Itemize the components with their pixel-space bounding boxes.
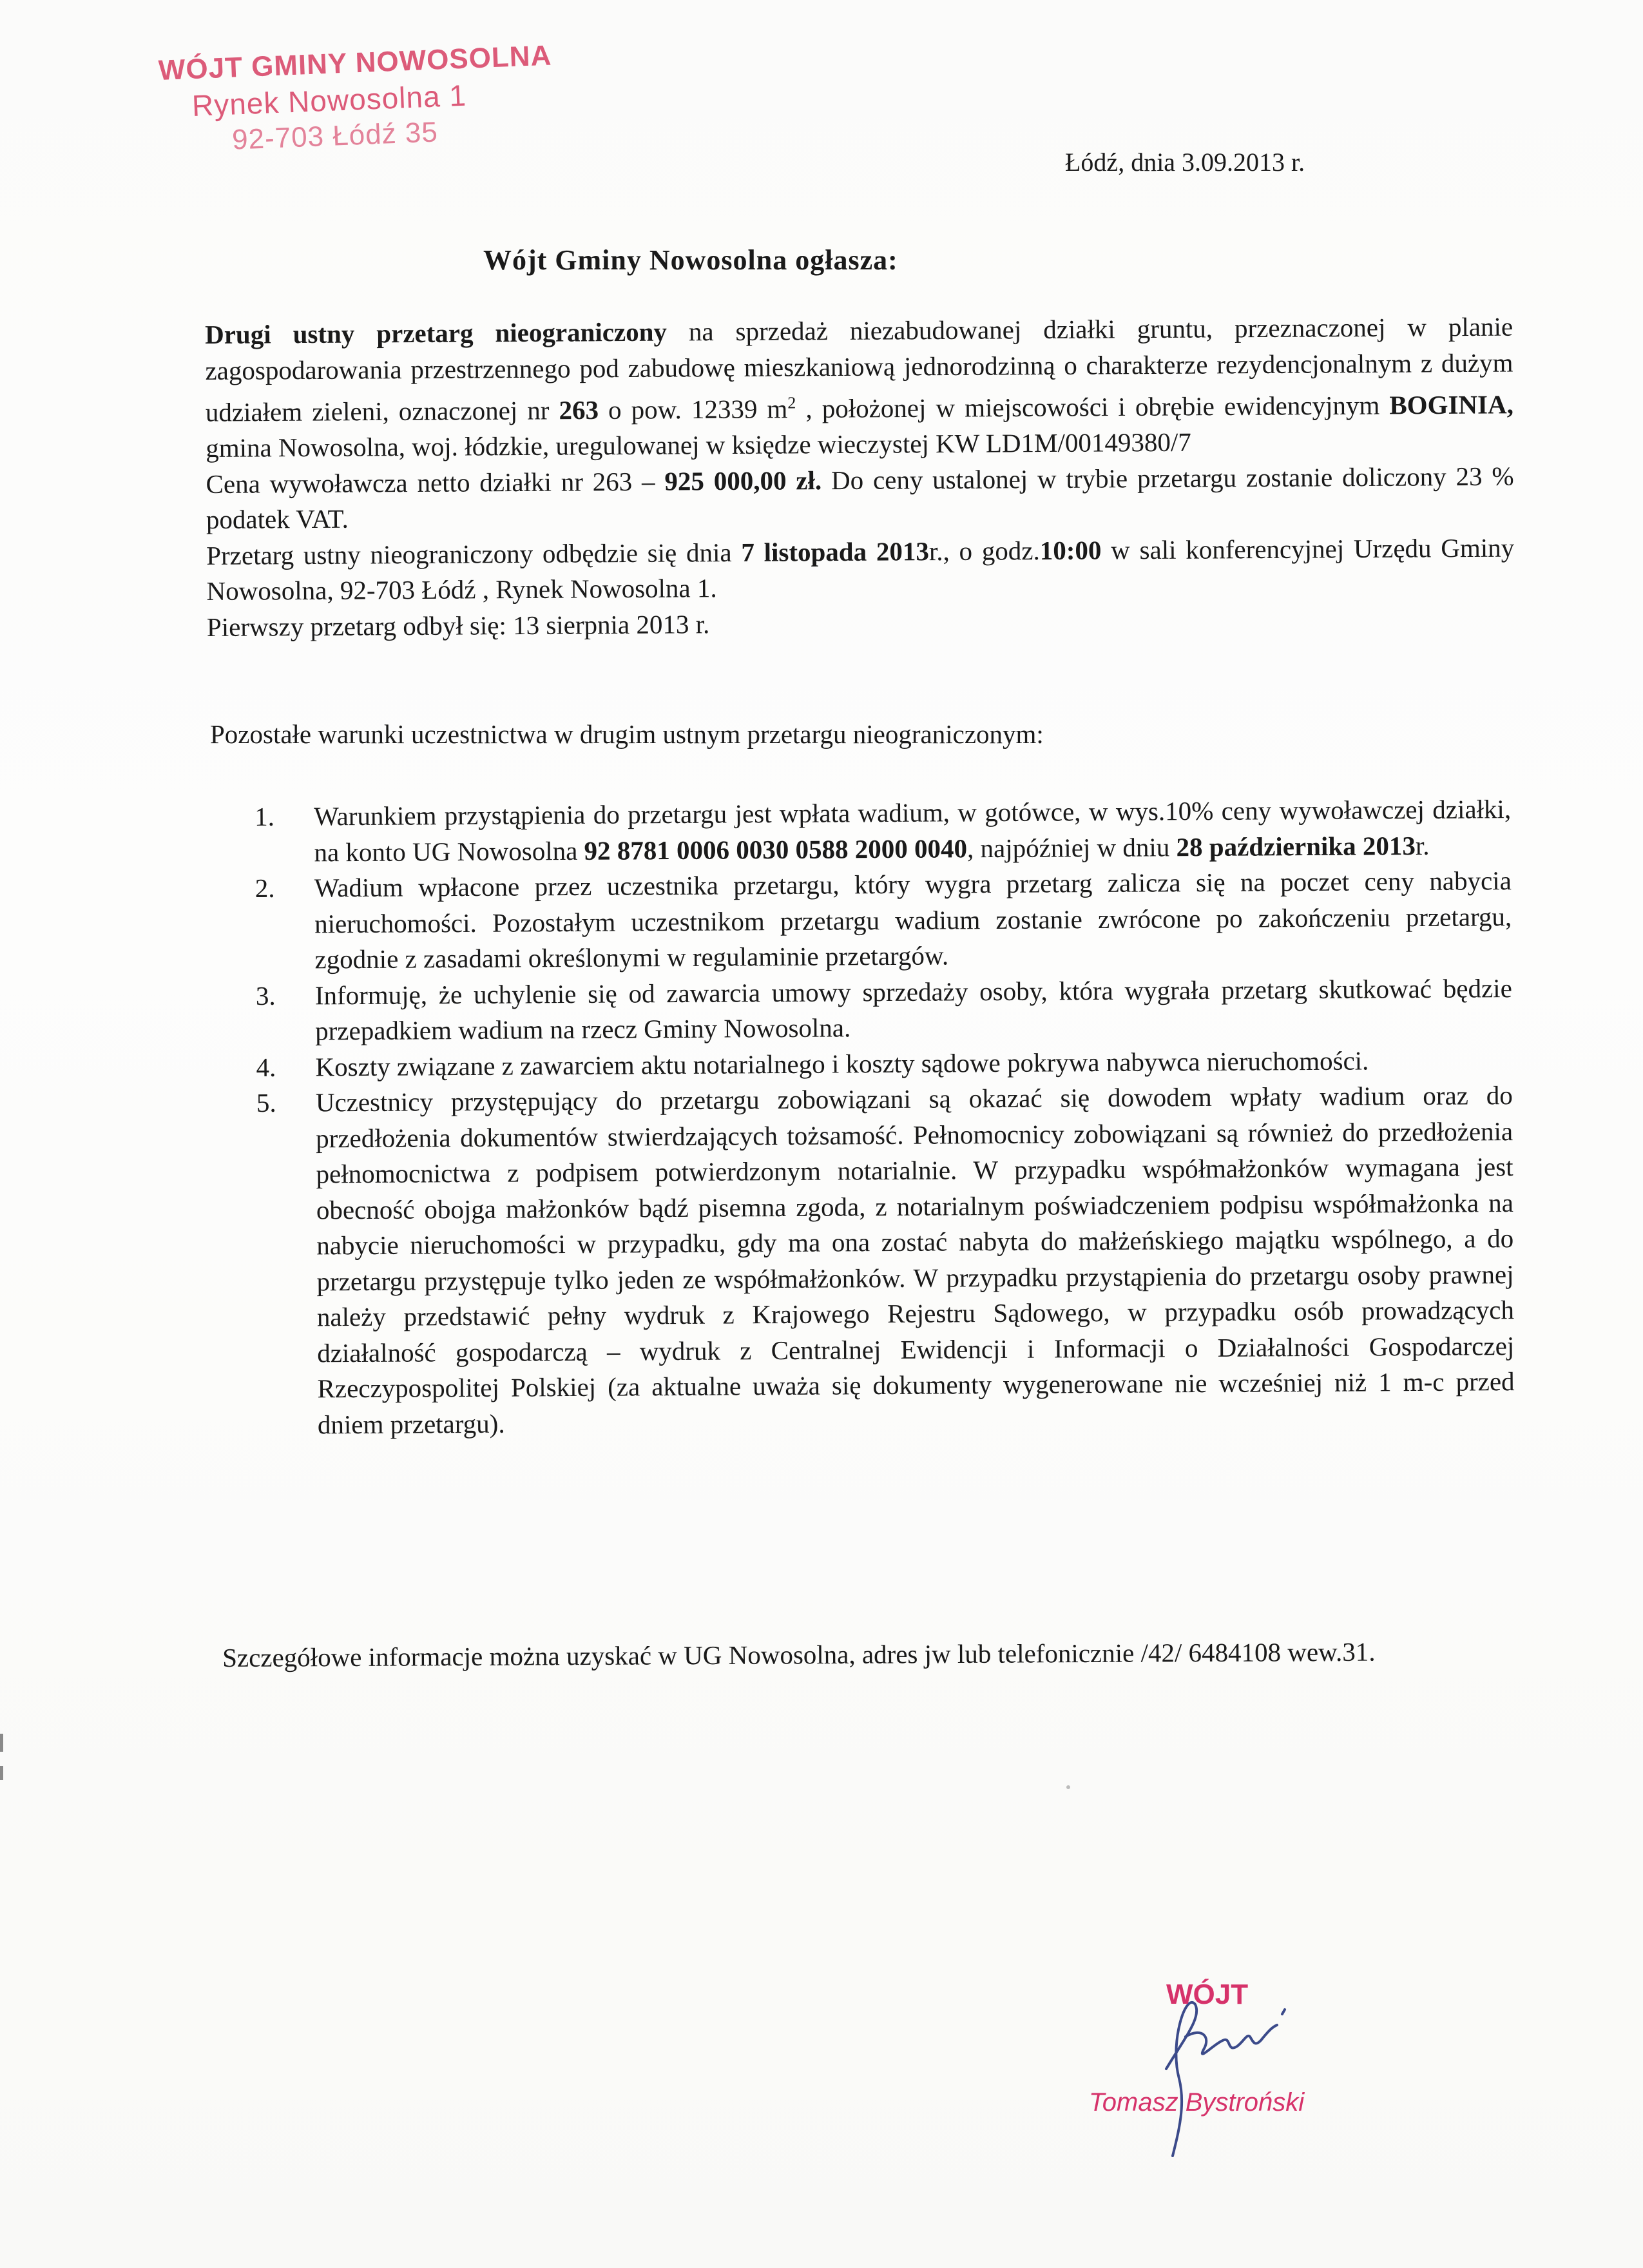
signature-name: Tomasz Bystroński <box>1089 2088 1305 2117</box>
condition-item <box>256 1078 1515 1443</box>
announcement-lead <box>205 309 1513 467</box>
scan-edge-mark <box>0 1734 3 1752</box>
auction-date-label: Przetarg ustny nieograniczony odbędzie się dnia <box>206 537 742 570</box>
price-label: Cena wywoławcza netto działki nr 263 – <box>206 466 665 499</box>
vat-text: Do ceny ustalonej w trybie przetargu zostanie doliczony 23 % podatek VAT. <box>206 461 1514 535</box>
condition-item <box>255 791 1512 871</box>
auction-time-label: r., o godz. <box>928 535 1040 566</box>
condition-text: Koszty związane z zawarciem aktu notarialnego i koszty sądowe pokrywa nabywca nieruchomości. <box>315 1045 1369 1081</box>
scan-speck <box>1066 1785 1070 1789</box>
price-paragraph <box>206 458 1514 538</box>
signature-block <box>1089 1966 1360 2159</box>
condition-item <box>255 863 1512 978</box>
condition-text: Informuję, że uchylenie się od zawarcia umowy sprzedaży osoby, która wygrała przetarg skutkować będzie przepadkiem wadium na rzecz Gminy Nowosolna. <box>314 973 1512 1046</box>
conditions-list <box>255 791 1515 1443</box>
condition-text: Uczestnicy przystępujący do przetargu zobowiązani są okazać się dowodem wpłaty wadium oraz do przedłożenia dokumentów stwierdzających tożsamość. Pełnomocnicy zobowiązani są również do przedłożenia pełnomocnictwa z podpisem potwierdzonym notarialnie. W przypadku współmałżonków wymagana jest obecność obojga małżonków bądź pisemna zgoda, z notarialnym poświadczeniem podpisu współmałżonka na nabycie nieruchomości w przypadku, gdy ma ona zostać nabyta do małżeńskiego majątku wspólnego, a do przetargu przystępuje tylko jeden ze współmałżonków. W przypadku przystąpienia do przetargu osoby prawnej należy przedstawić pełny wydruk z Krajowego Rejestru Sądowego, w przypadku osób prowadzących działalność gospodarczą – wydruk z Centralnej Ewidencji i Informacji o Działalności Gospodarczej Rzeczypospolitej Polskiej (za aktualne uważa się dokumenty wygenerowane nie wcześniej niż 1 m-c przed dniem przetargu). <box>315 1080 1515 1439</box>
area-post-text: , położonej w miejscowości i obrębie ewidencyjnym <box>796 390 1390 424</box>
area-superscript: 2 <box>787 393 796 412</box>
document-date: Łódź, dnia 3.09.2013 r. <box>1065 148 1305 177</box>
condition-number: 1. <box>255 801 275 831</box>
stamp-line-3: 92-703 Łódź 35 <box>231 116 439 156</box>
condition-text: Warunkiem przystąpienia do przetargu jest wpłata wadium, w gotówce, w wys.10% ceny wywoławczej działki, na konto UG Nowosolna <box>314 794 1512 867</box>
stamp-line-1: WÓJT GMINY NOWOSOLNA <box>158 39 553 86</box>
signature-rank: WÓJT <box>1166 1979 1249 2010</box>
stamp-line-2: Rynek Nowosolna 1 <box>191 78 467 123</box>
bank-account: 92 8781 0006 0030 0588 2000 0040 <box>584 833 968 866</box>
announcement-body <box>205 309 1515 646</box>
place-name: BOGINIA, <box>1389 389 1514 420</box>
deposit-deadline: 28 października 2013 <box>1176 830 1416 862</box>
condition-number: 4. <box>256 1052 276 1082</box>
document-title: Wójt Gminy Nowosolna ogłasza: <box>483 244 898 276</box>
condition-text: , najpóźniej w dniu <box>966 831 1177 863</box>
condition-text: Wadium wpłacone przez uczestnika przetargu, który wygra przetarg zalicza się na poczet ceny nabycia nieruchomości. Pozostałym uczestnikom przetargu wadium zostanie zwrócone po zakończeniu przetargu, zgodnie z zasadami określonymi w regulaminie przetargów. <box>314 866 1512 974</box>
condition-text: r. <box>1415 830 1430 860</box>
auction-date: 7 listopada 2013 <box>741 536 930 567</box>
scan-edge-mark <box>0 1766 3 1780</box>
plot-number: 263 <box>559 394 599 425</box>
lead-bold: Drugi ustny przetarg nieograniczony <box>205 316 668 349</box>
condition-number: 3. <box>255 980 276 1011</box>
condition-item <box>256 971 1513 1050</box>
price-value: 925 000,00 zł. <box>664 465 822 496</box>
lead-text: na sprzedaż niezabudowanej działki gruntu, przeznaczonej w planie zagospodarowania przestrzennego pod zabudowę mieszkaniową jednorodzinną o charakterze rezydencjonalnym z dużym udziałem zieleni, oznaczonej nr <box>205 311 1513 427</box>
auction-venue: w sali konferencyjnej Urzędu Gminy Nowosolna, 92-703 Łódź , Rynek Nowosolna 1. <box>206 532 1515 606</box>
first-auction-note: Pierwszy przetarg odbył się: 13 sierpnia 2013 r. <box>206 608 710 642</box>
area-text: o pow. 12339 m <box>598 394 788 425</box>
auction-date-paragraph <box>206 530 1515 609</box>
condition-number: 5. <box>256 1087 276 1118</box>
conditions-intro: Pozostałe warunki uczestnictwa w drugim ustnym przetargu nieograniczonym: <box>210 719 1044 749</box>
auction-time: 10:00 <box>1039 535 1102 565</box>
condition-number: 2. <box>255 873 275 903</box>
location-text: gmina Nowosolna, woj. łódzkie, uregulowanej w księdze wieczystej KW LD1M/00149380/7 <box>206 427 1191 463</box>
office-stamp <box>158 39 553 159</box>
contact-details: Szczegółowe informacje można uzyskać w UG Nowosolna, adres jw lub telefonicznie /42/ 6484108 wew.31. <box>222 1636 1376 1672</box>
